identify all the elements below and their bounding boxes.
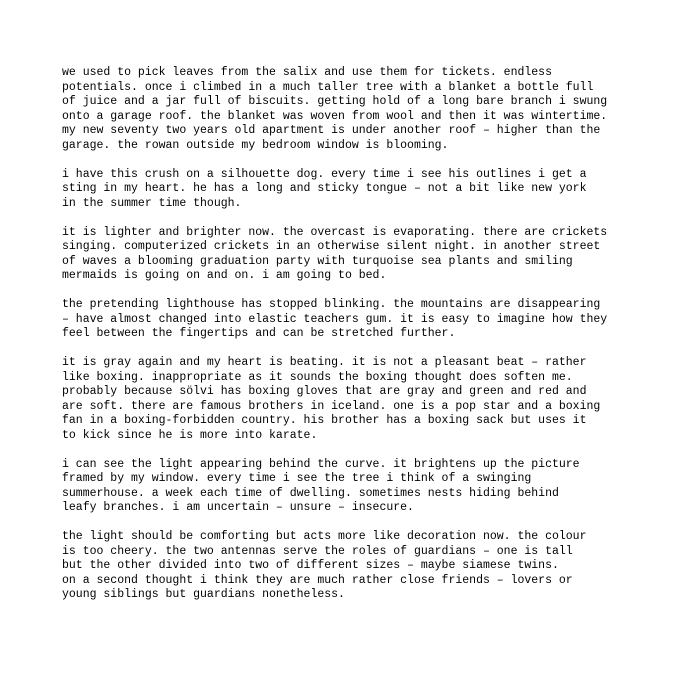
text-line: to kick since he is more into karate. xyxy=(62,428,318,442)
text-line: leafy branches. i am uncertain – unsure – insecure. xyxy=(62,501,414,514)
text-line: the light should be comforting but acts more like decoration now. the colour xyxy=(62,530,587,543)
text-line: is too cheery. the two antennas serve the roles of guardians – one is tall xyxy=(62,544,573,558)
text-line: i have this crush on a silhouette dog. every time i see his outlines i get a xyxy=(62,167,587,181)
text-line: fan in a boxing-forbidden country. his brother has a boxing sack but uses it xyxy=(62,414,587,427)
text-line: young siblings but guardians nonetheless. xyxy=(62,588,345,601)
text-line: garage. the rowan outside my bedroom window is blooming. xyxy=(62,138,449,152)
paragraph xyxy=(62,356,662,443)
text-line: like boxing. inappropriate as it sounds the boxing thought does soften me. xyxy=(62,370,573,384)
text-line: are soft. there are famous brothers in iceland. one is a pop star and a boxing xyxy=(62,399,601,413)
text-line: the pretending lighthouse has stopped blinking. the mountains are disappearing xyxy=(62,298,601,311)
paragraph xyxy=(62,168,662,212)
text-line: sting in my heart. he has a long and sticky tongue – not a bit like new york xyxy=(62,182,587,195)
text-line: on a second thought i think they are much rather close friends – lovers or xyxy=(62,573,573,587)
paragraph xyxy=(62,66,662,153)
text-line: but the other divided into two of different sizes – maybe siamese twins. xyxy=(62,559,559,572)
text-line: potentials. once i climbed in a much taller tree with a blanket a bottle full xyxy=(62,80,594,94)
text-line: it is lighter and brighter now. the overcast is evaporating. there are crickets xyxy=(62,225,608,239)
text-line: in the summer time though. xyxy=(62,196,242,210)
text-line: of juice and a jar full of biscuits. getting hold of a long bare branch i swung xyxy=(62,95,608,108)
document-body xyxy=(62,66,662,617)
text-line: my new seventy two years old apartment is under another roof – higher than the xyxy=(62,124,601,137)
paragraph xyxy=(62,530,662,603)
paragraph xyxy=(62,458,662,516)
text-line: – have almost changed into elastic teachers gum. it is easy to imagine how they xyxy=(62,312,608,326)
text-line: of waves a blooming graduation party with turquoise sea plants and smiling xyxy=(62,254,573,268)
text-line: it is gray again and my heart is beating. it is not a pleasant beat – rather xyxy=(62,356,587,369)
paragraph xyxy=(62,298,662,342)
text-line: singing. computerized crickets in an otherwise silent night. in another street xyxy=(62,240,601,253)
text-line: we used to pick leaves from the salix and use them for tickets. endless xyxy=(62,66,552,79)
text-line: framed by my window. every time i see the tree i think of a swinging xyxy=(62,472,532,485)
text-line: mermaids is going on and on. i am going to bed. xyxy=(62,269,387,282)
text-line: onto a garage roof. the blanket was woven from wool and then it was wintertime. xyxy=(62,109,608,123)
text-line: feel between the fingertips and can be stretched further. xyxy=(62,327,456,340)
text-line: summerhouse. a week each time of dwelling. sometimes nests hiding behind xyxy=(62,486,559,500)
text-line: i can see the light appearing behind the curve. it brightens up the picture xyxy=(62,457,580,471)
paragraph xyxy=(62,226,662,284)
text-line: probably because sölvi has boxing gloves that are gray and green and red and xyxy=(62,385,587,398)
